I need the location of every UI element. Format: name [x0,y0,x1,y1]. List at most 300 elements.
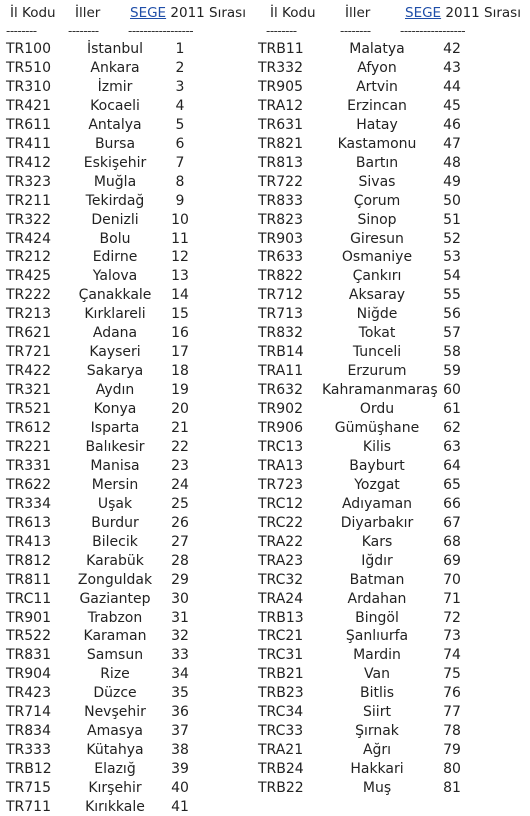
table-row [252,514,517,532]
sege-rank: 25 [171,495,189,512]
table-row [252,476,517,494]
sege-rank: 32 [171,628,189,645]
province-code: TR413 [6,533,52,550]
table-row [0,173,265,191]
sege-rank: 69 [443,552,461,569]
sege-rank: 54 [443,268,461,285]
table-row [0,97,265,115]
table-row [252,286,517,304]
province-code: TRA23 [258,552,304,569]
province-name: Erzincan [347,97,407,114]
province-code: TR713 [258,306,304,323]
province-name: Giresun [350,230,404,247]
province-name: Denizli [91,211,139,228]
province-name: Bayburt [349,457,405,474]
table-row [0,722,265,740]
province-name: Kars [361,533,393,550]
table-row [0,533,265,551]
table-row [252,609,517,627]
province-code: TR902 [258,401,304,418]
table-row [252,665,517,683]
province-code: TR333 [6,742,52,759]
province-name: Bitlis [359,685,395,702]
sege-rank: 23 [171,457,189,474]
sege-rank: 26 [171,514,189,531]
province-code: TR831 [6,647,52,664]
sege-rank: 10 [171,211,189,228]
province-name: Aksaray [348,287,406,304]
table-row [252,40,517,58]
table-row [0,230,265,248]
province-code: TR334 [6,495,52,512]
province-code: TR411 [6,135,52,152]
province-code: TR321 [6,382,52,399]
province-name: Şırnak [355,723,399,740]
province-code: TR712 [258,287,304,304]
sege-rank: 9 [175,192,185,209]
table-row [252,419,517,437]
table-row [0,590,265,608]
province-code: TR813 [258,154,304,171]
sege-rank: 12 [171,249,189,266]
province-name: Gümüşhane [334,420,420,436]
table-row [0,192,265,210]
province-name: Mardin [353,647,401,664]
province-code: TRA21 [258,742,304,759]
sege-rank: 71 [443,590,461,607]
province-name: Muş [362,780,392,797]
table-row [252,533,517,551]
province-name: Çankırı [352,268,402,285]
province-code: TRC12 [258,495,304,512]
province-code: TR310 [6,78,52,95]
province-name: Samsun [86,647,144,664]
province-name: Düzce [93,685,137,702]
sege-rank: 2 [175,59,185,76]
province-name: Bilecik [92,533,138,550]
sege-rank: 61 [443,401,461,418]
province-name: Adıyaman [341,495,413,512]
table-row [252,154,517,172]
table-row [252,646,517,664]
table-row [252,248,517,266]
table-row [0,154,265,172]
sege-rank: 37 [171,723,189,740]
sege-rank: 41 [171,799,189,815]
province-code: TR715 [6,780,52,797]
province-name: Kahramanmaraş [322,382,438,399]
province-code: TR412 [6,154,52,171]
sege-rank: 8 [175,173,185,190]
sege-rank: 14 [171,287,189,304]
province-name: Karabük [86,552,144,569]
sege-rank: 78 [443,723,461,740]
table-row [252,267,517,285]
province-name: Trabzon [87,609,143,626]
province-code: TRB14 [258,344,304,361]
table-row [252,78,517,96]
header-name: İller [345,5,371,21]
province-code: TR521 [6,401,52,418]
sege-rank: 21 [171,420,189,436]
sege-rank: 70 [443,571,461,588]
sege-rank: 43 [443,59,461,76]
sege-rank: 72 [443,609,461,626]
sege-rank: 20 [171,401,189,418]
province-name: Osmaniye [341,249,413,266]
province-code: TR904 [6,666,52,683]
province-name: Ardahan [347,590,407,607]
province-name: Batman [349,571,405,588]
province-code: TR811 [6,571,52,588]
province-code: TR834 [6,723,52,740]
province-code: TR822 [258,268,304,285]
table-row [252,192,517,210]
province-name: Kayseri [89,344,141,361]
province-name: Gaziantep [79,590,151,607]
table-row [0,779,265,797]
table-row [0,40,265,58]
table-row [252,135,517,153]
sege-rank: 63 [443,438,461,455]
table-row [0,495,265,513]
province-code: TRB21 [258,666,304,683]
province-name: Bartın [355,154,399,171]
province-code: TRC33 [258,723,304,740]
table-row [252,571,517,589]
province-code: TR424 [6,230,52,247]
table-row [0,684,265,702]
province-code: TR723 [258,476,304,493]
province-name: Balıkesir [85,438,145,455]
province-code: TRB22 [258,780,304,797]
table-row [252,552,517,570]
table-row [0,343,265,361]
province-code: TR221 [6,438,52,455]
province-name: İstanbul [86,41,143,57]
province-name: Niğde [356,306,398,323]
province-code: TR322 [6,211,52,228]
province-name: Sinop [357,211,397,228]
province-name: Sakarya [86,363,144,380]
table-row [252,760,517,778]
sege-rank: 6 [175,135,185,152]
province-code: TR821 [258,135,304,152]
sege-rank: 38 [171,742,189,759]
table-row [252,305,517,323]
separator-name: -------- [68,24,99,38]
province-name: Çanakkale [78,287,152,304]
province-code: TRA13 [258,457,304,474]
sege-rank: 55 [443,287,461,304]
table-row [0,760,265,778]
sege-rank: 80 [443,761,461,778]
province-name: Şanlıurfa [345,628,409,645]
province-name: Afyon [357,59,397,76]
sege-rank: 64 [443,457,461,474]
province-code: TR421 [6,97,52,114]
province-name: Ankara [90,59,140,76]
table-row [0,267,265,285]
province-name: Eskişehir [83,154,147,171]
sege-rank: 67 [443,514,461,531]
province-code: TR722 [258,173,304,190]
sege-rank: 76 [443,685,461,702]
header-code: İl Kodu [10,5,56,21]
table-row [0,514,265,532]
sege-rank: 40 [171,780,189,797]
table-row [0,665,265,683]
province-name: Yalova [92,268,138,285]
table-row [252,116,517,134]
province-name: Mersin [91,476,139,493]
province-code: TR901 [6,609,52,626]
sege-rank: 4 [175,97,185,114]
table-row [0,457,265,475]
sege-rank: 60 [443,382,461,399]
province-code: TRB12 [6,761,52,778]
province-name: Kilis [362,438,392,455]
header-rank-rest: 2011 Sırası [445,5,521,21]
province-code: TR323 [6,173,52,190]
table-row [252,590,517,608]
province-name: Kırşehir [88,780,142,797]
province-code: TRC34 [258,704,304,721]
province-name: Rize [100,666,130,683]
sege-rank: 48 [443,154,461,171]
province-code: TR213 [6,306,52,323]
sege-rank: 45 [443,97,461,114]
sege-rank: 75 [443,666,461,683]
province-name: Van [364,666,390,683]
separator-left [0,22,260,40]
province-code: TR510 [6,59,52,76]
province-code: TR905 [258,78,304,95]
table-row [252,362,517,380]
province-code: TR332 [258,59,304,76]
province-name: Diyarbakır [340,514,414,531]
sege-rank: 68 [443,533,461,550]
sege-rank: 62 [443,420,461,436]
province-name: Sivas [358,173,396,190]
table-row [0,286,265,304]
table-row [0,400,265,418]
sege-rank: 81 [443,780,461,797]
province-name: İzmir [97,78,133,95]
sege-rank: 31 [171,609,189,626]
province-name: Malatya [349,41,405,57]
sege-rank: 15 [171,306,189,323]
sege-rank: 28 [171,552,189,569]
province-code: TR422 [6,363,52,380]
sege-rank: 73 [443,628,461,645]
province-name: Ordu [359,401,395,418]
sege-rank: 7 [175,154,185,171]
sege-rank: 52 [443,230,461,247]
province-code: TR833 [258,192,304,209]
sege-rank: 50 [443,192,461,209]
province-name: Tunceli [352,344,402,361]
sege-rank: 65 [443,476,461,493]
province-code: TRB24 [258,761,304,778]
province-code: TRC22 [258,514,304,531]
province-code: TR906 [258,420,304,436]
table-row [252,59,517,77]
province-name: Elazığ [94,761,136,778]
sege-rank: 24 [171,476,189,493]
province-name: Artvin [356,78,398,95]
province-code: TRC21 [258,628,304,645]
province-name: Karaman [83,628,147,645]
province-name: Uşak [97,495,133,512]
province-code: TR425 [6,268,52,285]
table-row [252,779,517,797]
province-code: TR622 [6,476,52,493]
sege-rank: 44 [443,78,461,95]
province-name: Siirt [363,704,391,721]
table-row [0,419,265,437]
sege-rank: 19 [171,382,189,399]
sege-rank: 16 [171,325,189,342]
province-name: Bingöl [355,609,399,626]
table-row [0,571,265,589]
province-code: TR631 [258,116,304,133]
sege-rank: 74 [443,647,461,664]
province-code: TR331 [6,457,52,474]
province-code: TR832 [258,325,304,342]
province-code: TR100 [6,41,52,57]
province-name: Hatay [356,116,398,133]
province-name: Adana [92,325,138,342]
table-row [252,230,517,248]
table-row [0,135,265,153]
table-row [252,741,517,759]
province-name: Yozgat [354,476,400,493]
sege-rank: 58 [443,344,461,361]
table-row [0,609,265,627]
province-code: TR522 [6,628,52,645]
province-code: TR711 [6,799,52,815]
province-code: TR721 [6,344,52,361]
table-row [252,703,517,721]
table-row [0,438,265,456]
province-name: Edirne [92,249,138,266]
sege-rank: 49 [443,173,461,190]
province-name: Kırıkkale [85,799,145,815]
province-code: TR612 [6,420,52,436]
province-name: Kocaeli [90,97,140,114]
table-row [0,552,265,570]
table-row [0,703,265,721]
province-code: TR714 [6,704,52,721]
province-code: TRB11 [258,41,304,57]
table-row [252,97,517,115]
separator-rank: ----------------- [128,24,194,38]
table-row [0,59,265,77]
province-name: Kütahya [86,742,144,759]
sege-rank: 29 [171,571,189,588]
sege-link[interactable]: SEGE [405,5,442,21]
province-code: TRB23 [258,685,304,702]
header-rank-rest: 2011 Sırası [170,5,246,21]
province-name: Manisa [90,457,140,474]
sege-link[interactable]: SEGE [130,5,167,21]
sege-rank: 77 [443,704,461,721]
table-row [0,362,265,380]
sege-rank: 57 [443,325,461,342]
table-row [0,381,265,399]
sege-rank: 11 [171,230,189,247]
table-row [0,78,265,96]
table-row [252,324,517,342]
sege-rank: 27 [171,533,189,550]
province-code: TRC31 [258,647,304,664]
sege-rank: 53 [443,249,461,266]
province-code: TRC32 [258,571,304,588]
sege-rank: 59 [443,363,461,380]
header-code: İl Kodu [270,5,316,21]
province-code: TR211 [6,192,52,209]
province-code: TR812 [6,552,52,569]
table-row [252,211,517,229]
header-left [0,4,260,22]
sege-rank: 79 [443,742,461,759]
province-name: Zonguldak [77,571,153,588]
table-row [252,173,517,191]
province-name: Tokat [358,325,396,342]
table-row [252,400,517,418]
sege-rank: 51 [443,211,461,228]
table-row [0,305,265,323]
sege-rank: 30 [171,590,189,607]
province-code: TRC13 [258,438,304,455]
sege-rank: 17 [171,344,189,361]
separator-code: -------- [266,24,297,38]
province-name: Hakkari [350,761,404,778]
table-row [252,343,517,361]
table-row [0,116,265,134]
table-row [0,798,265,816]
province-name: Bolu [99,230,131,247]
sege-rank: 46 [443,116,461,133]
province-code: TR632 [258,382,304,399]
province-name: Bursa [94,135,136,152]
table-row [0,741,265,759]
separator-code: -------- [6,24,37,38]
header-rank [130,4,246,22]
province-name: Muğla [93,173,137,190]
province-name: Burdur [91,514,139,531]
province-name: Tekirdağ [85,192,145,209]
sege-rank: 34 [171,666,189,683]
province-code: TR633 [258,249,304,266]
table-row [0,324,265,342]
province-code: TR903 [258,230,304,247]
sege-rank: 22 [171,438,189,455]
sege-rank: 66 [443,495,461,512]
table-row [0,248,265,266]
province-name: Çorum [353,192,401,209]
province-code: TRB13 [258,609,304,626]
table-row [0,476,265,494]
province-code: TR423 [6,685,52,702]
table-row [252,684,517,702]
province-code: TR823 [258,211,304,228]
province-name: Nevşehir [84,704,146,721]
province-name: Konya [93,401,137,418]
header-rank [405,4,521,22]
province-name: Iğdır [361,552,393,569]
